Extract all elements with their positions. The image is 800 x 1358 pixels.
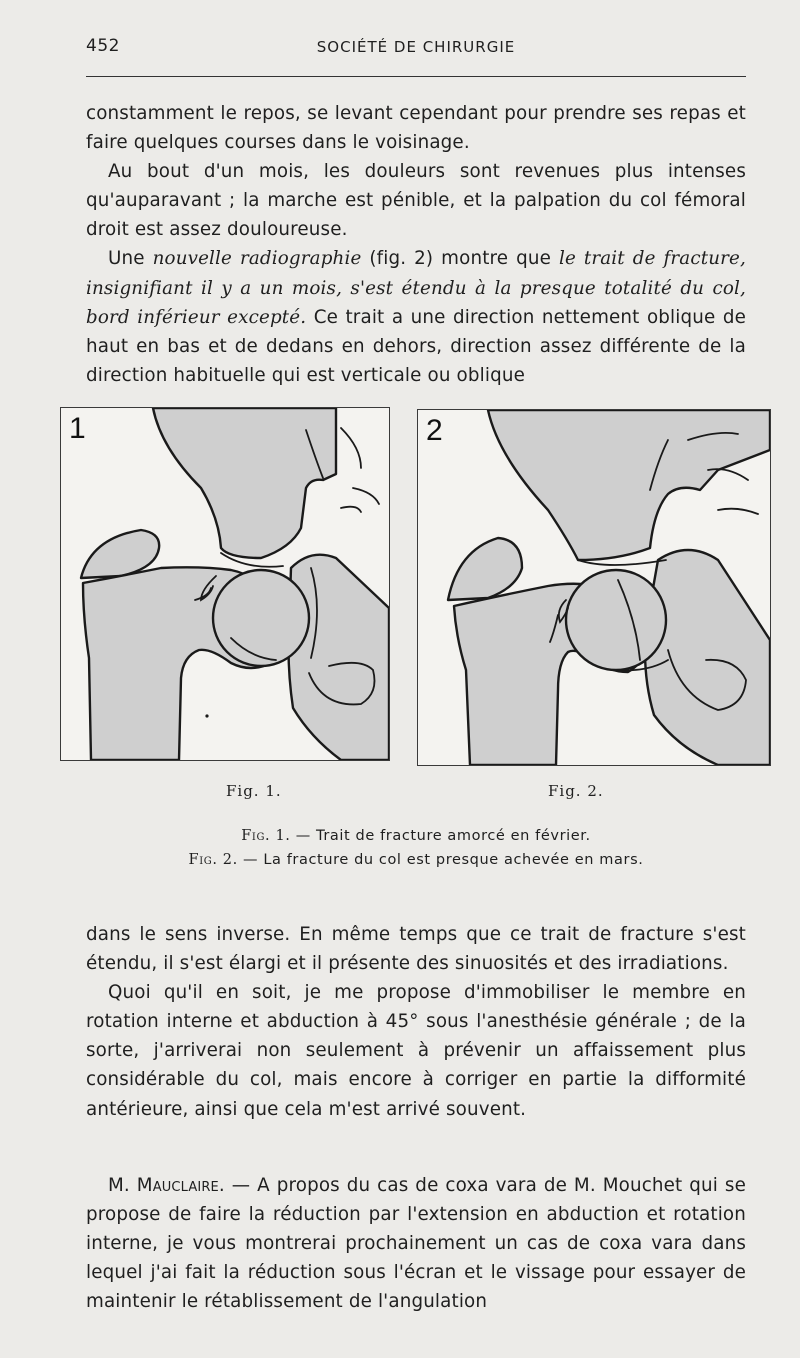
hip-x-ray-drawing-1 — [61, 408, 389, 760]
italic-run: nouvelle radiographie — [152, 248, 362, 270]
paragraph-mauclaire — [86, 1171, 746, 1316]
text-run: (fig. 2) montre que — [361, 248, 559, 270]
caption-figure-1 — [86, 828, 746, 844]
caption-prefix: Fig. 2. — [188, 852, 238, 868]
caption-text: — Trait de fracture amorcé en février. — [290, 828, 591, 844]
paragraph-immobilize: Quoi qu'il en soit, je me propose d'immobiliser le membre en rotation interne et abduction à 45° sous l'anesthésie générale ; de la sorte, j'arriverai non seulement à prévenir un affaissement plus considérable du col, mais encore à corriger en partie la difformité antérieure, ainsi que cela m'est arrivé souvent. — [86, 982, 746, 1120]
caption-prefix: Fig. 1. — [241, 828, 291, 844]
text-run: Ce trait a une direction nettement oblique de haut en bas et de dedans en dehors, direction assez différente de la direction habituelle qui est verticale ou oblique — [86, 306, 747, 386]
figure-1-label: Fig. 1. — [226, 782, 282, 800]
paragraph-continuation: constamment le repos, se levant cependant pour prendre ses repas et faire quelques courses dans le voisinage. — [86, 103, 746, 154]
author-name: M. Mauclaire. — [108, 1175, 225, 1196]
bottom-text-block — [86, 920, 746, 1124]
caption-figure-2 — [86, 852, 746, 868]
header-rule — [86, 76, 746, 77]
caption-text: — La fracture du col est presque achevée en mars. — [237, 852, 644, 868]
page-number: 452 — [86, 36, 120, 56]
paragraph-pain: Au bout d'un mois, les douleurs sont revenues plus intenses qu'auparavant ; la marche est pénible, et la palpation du col fémoral droit est assez douloureuse. — [86, 161, 746, 241]
figure-1-radiograph — [60, 407, 390, 761]
figure-2-label: Fig. 2. — [548, 782, 604, 800]
page-header — [86, 36, 746, 62]
running-head: SOCIÉTÉ DE CHIRURGIE — [316, 38, 516, 56]
paragraph-continuation-2: dans le sens inverse. En même temps que ce trait de fracture s'est étendu, il s'est élargi et il présente des sinuosités et des irradiations. — [86, 924, 746, 975]
top-text-block — [86, 99, 746, 390]
text-run: — A propos du cas de coxa vara de M. Mouchet qui se propose de faire la réduction par l'extension en abduction et rotation interne, je vous montrerai prochainement un cas de coxa vara dans lequel j'ai fait la réduction sous l'écran et le vissage pour essayer de maintenir le rétablissement de l'angulation — [86, 1175, 746, 1313]
mauclaire-block — [86, 1171, 746, 1316]
italic-run: le trait de fracture, insignifiant il y a un mois, s'est étendu à la presque totalité du col, bord inférieur excepté. — [86, 248, 746, 328]
paragraph-radiography — [86, 244, 746, 389]
figure-2-number: 2 — [426, 414, 443, 447]
hip-x-ray-drawing-2 — [418, 410, 770, 765]
figure-1-number: 1 — [69, 412, 86, 445]
figure-2-radiograph — [417, 409, 771, 766]
text-run: Une — [108, 248, 153, 270]
